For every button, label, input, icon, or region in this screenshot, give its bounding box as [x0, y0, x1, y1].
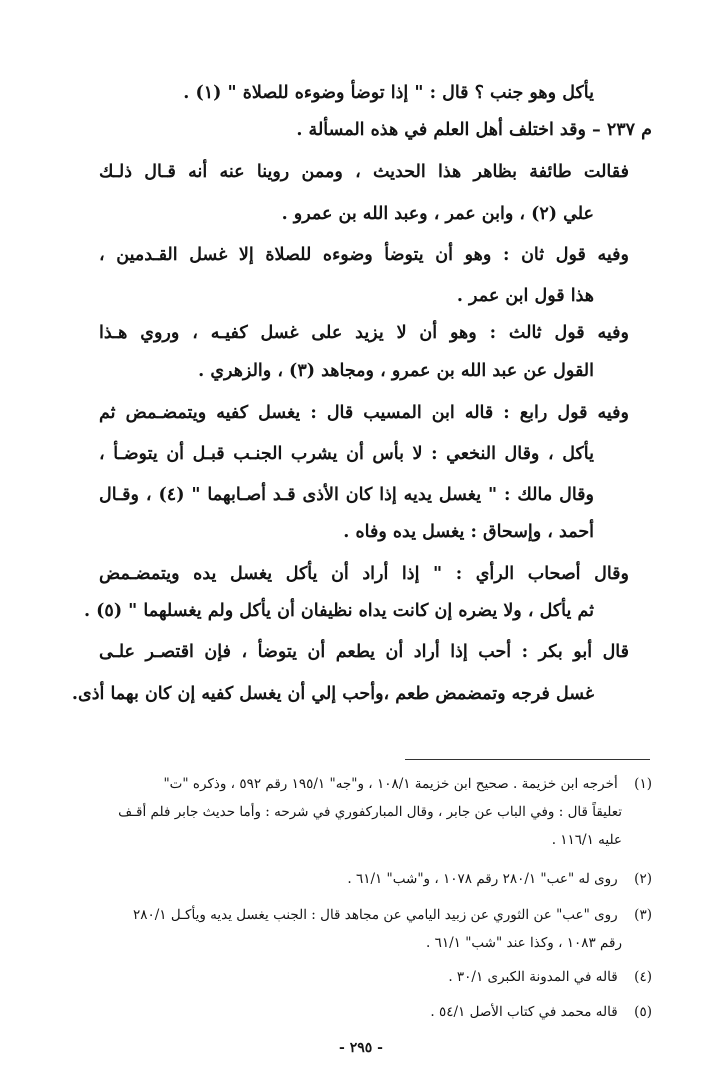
text-line-2: م ٢٣٧ – وقد اختلف أهل العلم في هذه المسألة .: [296, 120, 652, 140]
text-line-16: غسل فرجه وتمضمض طعم ،وأحب إلي أن يغسل كفيه إن كان بهما أذى.: [71, 684, 594, 704]
footnote-1-cont: تعليقاً قال : وفي الباب عن جابر ، وقال المباركفوري في شرحه : وأما حديث جابر فلم أقـف: [118, 804, 622, 820]
text-line-9: وفيه قول رابع : قاله ابن المسيب قال : يغسل كفيه ويتمضـمض ثم: [99, 403, 629, 423]
page-number: - ٢٩٥ -: [339, 1040, 383, 1056]
text-line-10: يأكل ، وقال النخعي : لا بأس أن يشرب الجنـب قبـل أن يتوضـأ ،: [99, 444, 594, 464]
footnote-text: أخرجه ابن خزيمة . صحيح ابن خزيمة ١٠٨/١ ، و"جه" ١٩٥/١ رقم ٥٩٢ ، وذكره "ت": [163, 776, 618, 792]
footnote-1-cont2: عليه ١١٦/١ .: [551, 832, 622, 848]
footnote-separator: [405, 759, 650, 760]
text-line-4: علي (٢) ، وابن عمر ، وعبد الله بن عمرو .: [281, 204, 594, 224]
text-line-14: ثم يأكل ، ولا يضره إن كانت يداه نظيفان أن يأكل ولم يغسلهما " (٥) .: [83, 601, 594, 621]
footnote-number: (٢): [634, 871, 652, 887]
footnote-text: روى له "عب" ٢٨٠/١ رقم ١٠٧٨ ، و"شب" ٦١/١ .: [347, 871, 618, 887]
text-line-12: أحمد ، وإسحاق : يغسل يده وفاه .: [343, 522, 594, 542]
footnote-4: [448, 966, 652, 988]
text-line-15: قال أبو بكر : أحب إذا أراد أن يطعم أن يتوضأ ، فإن اقتصـر علـى: [99, 642, 629, 662]
footnote-number: (٥): [634, 1004, 652, 1020]
text-line-5: وفيه قول ثان : وهو أن يتوضأ وضوءه للصلاة إلا غسل القـدمين ،: [99, 245, 629, 265]
text-line-7: وفيه قول ثالث : وهو أن لا يزيد على غسل كفيـه ، وروي هـذا: [99, 323, 629, 343]
text-line-1: يأكل وهو جنب ؟ قال : " إذا توضأ وضوءه للصلاة " (١) .: [183, 83, 594, 103]
footnote-text: قاله محمد في كتاب الأصل ٥٤/١ .: [430, 1004, 618, 1020]
text-line-3: فقالت طائفة بظاهر هذا الحديث ، وممن روينا عنه أنه قـال ذلـك: [99, 162, 629, 182]
text-line-13: وقال أصحاب الرأي : " إذا أراد أن يأكل يغسل يده ويتمضـمض: [99, 564, 629, 584]
footnote-3: [133, 904, 652, 926]
footnote-5: [430, 1001, 652, 1023]
footnote-1: [163, 773, 652, 795]
text-line-6: هذا قول ابن عمر .: [456, 286, 594, 306]
footnote-number: (١): [634, 776, 652, 792]
footnote-number: (٤): [634, 969, 652, 985]
footnote-2: [347, 868, 652, 890]
footnote-3-cont: رقم ١٠٨٣ ، وكذا عند "شب" ٦١/١ .: [426, 935, 622, 951]
footnote-number: (٣): [634, 907, 652, 923]
text-line-11: وقال مالك : " يغسل يديه إذا كان الأذى قـد أصـابهما " (٤) ، وقـال: [99, 485, 594, 505]
footnote-text: قاله في المدونة الكبرى ٣٠/١ .: [448, 969, 618, 985]
text-line-8: القول عن عبد الله بن عمرو ، ومجاهد (٣) ، والزهري .: [198, 361, 594, 381]
footnote-text: روى "عب" عن الثوري عن زبيد اليامي عن مجاهد قال : الجنب يغسل يديه ويأكـل ٢٨٠/١: [133, 907, 618, 923]
